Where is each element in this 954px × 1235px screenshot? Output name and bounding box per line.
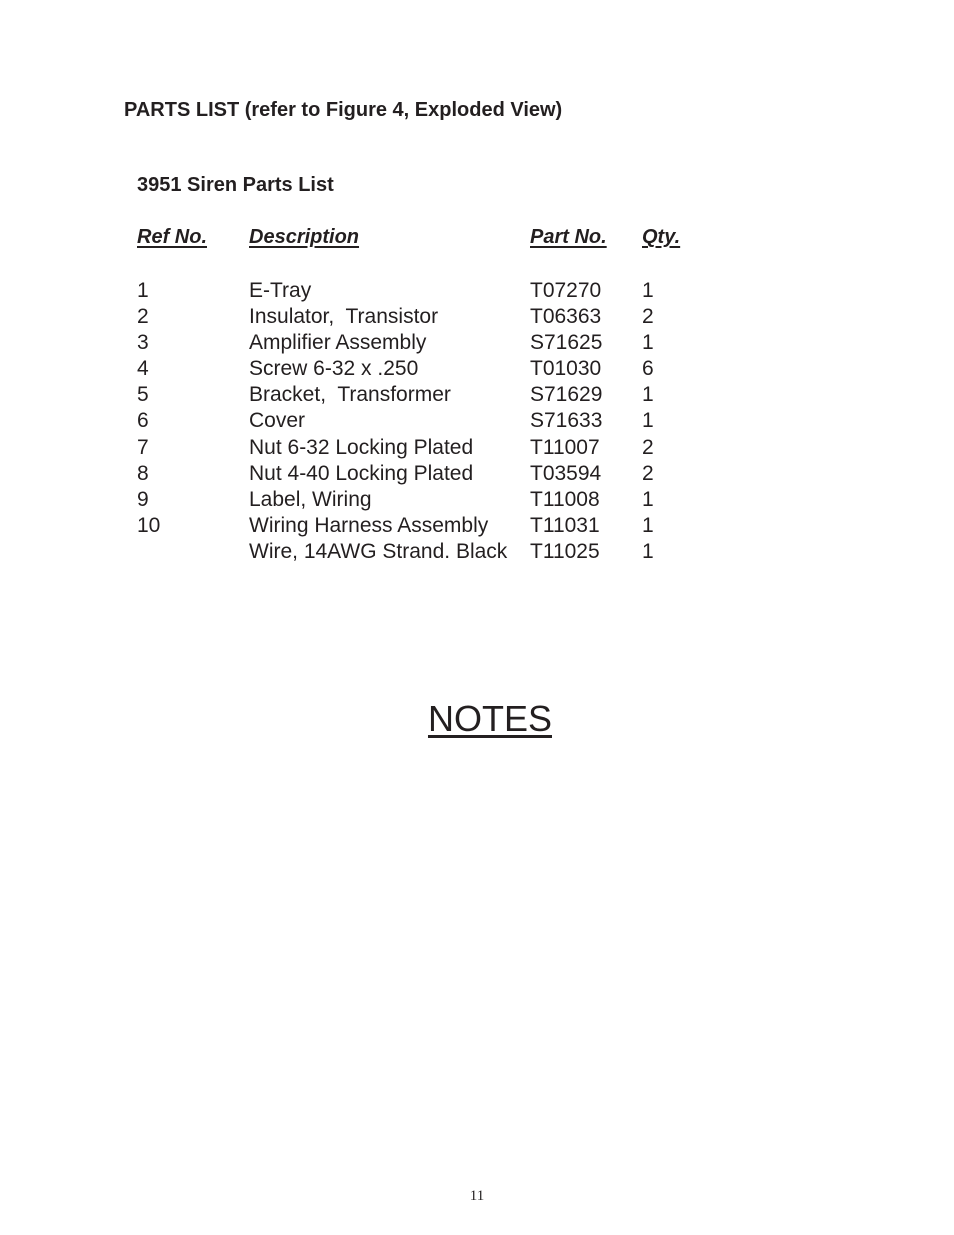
- table-row: [0, 383, 954, 409]
- cell-part-no: T03594: [530, 461, 602, 485]
- cell-description: Amplifier Assembly: [249, 331, 427, 355]
- cell-part-no: T11008: [530, 487, 600, 511]
- column-header-description: Description: [249, 226, 360, 248]
- siren-parts-list-title: 3951 Siren Parts List: [137, 174, 334, 196]
- cell-qty: 1: [642, 513, 654, 537]
- cell-ref-no: 8: [137, 461, 149, 485]
- cell-ref-no: 1: [137, 279, 149, 302]
- cell-description: Wire, 14AWG Strand. Black: [249, 539, 508, 563]
- cell-ref-no: 2: [137, 305, 149, 329]
- cell-description: Cover: [249, 409, 306, 433]
- table-row: [0, 305, 954, 331]
- cell-part-no: T11031: [530, 513, 600, 537]
- cell-description: Bracket, Transformer: [249, 383, 451, 407]
- cell-description: Label, Wiring: [249, 487, 372, 511]
- table-row: [0, 514, 954, 540]
- cell-ref-no: 10: [137, 513, 161, 537]
- cell-part-no: T11025: [530, 539, 600, 563]
- cell-part-no: T11007: [530, 435, 600, 459]
- table-row: [0, 540, 954, 566]
- cell-ref-no: 4: [137, 357, 149, 381]
- cell-part-no: S71625: [530, 331, 603, 355]
- cell-description: Screw 6-32 x .250: [249, 357, 419, 381]
- cell-ref-no: 9: [137, 487, 149, 511]
- cell-part-no: T06363: [530, 305, 602, 329]
- parts-table-body: [0, 279, 954, 566]
- table-row: [0, 357, 954, 383]
- cell-qty: 1: [642, 279, 654, 302]
- cell-qty: 1: [642, 539, 654, 563]
- cell-qty: 1: [642, 331, 654, 355]
- cell-qty: 2: [642, 305, 654, 329]
- notes-title: NOTES: [427, 698, 552, 739]
- table-row: [0, 462, 954, 488]
- cell-qty: 1: [642, 409, 654, 433]
- cell-description: E-Tray: [249, 279, 312, 302]
- cell-description: Wiring Harness Assembly: [249, 513, 489, 537]
- page-number: 11: [469, 1188, 485, 1204]
- cell-description: Nut 4-40 Locking Plated: [249, 461, 474, 485]
- cell-qty: 2: [642, 461, 654, 485]
- column-header-ref-no: Ref No.: [137, 226, 207, 248]
- cell-qty: 2: [642, 435, 654, 459]
- cell-qty: 1: [642, 487, 654, 511]
- cell-description: Insulator, Transistor: [249, 305, 439, 329]
- column-header-qty: Qty.: [642, 226, 681, 248]
- table-row: [0, 279, 954, 305]
- cell-part-no: T01030: [530, 357, 602, 381]
- cell-part-no: S71629: [530, 383, 603, 407]
- cell-part-no: T07270: [530, 279, 602, 302]
- cell-ref-no: 7: [137, 435, 149, 459]
- parts-list-heading: PARTS LIST (refer to Figure 4, Exploded View): [124, 99, 563, 121]
- cell-qty: 6: [642, 357, 654, 381]
- column-header-part-no: Part No.: [530, 226, 607, 248]
- cell-qty: 1: [642, 383, 654, 407]
- cell-ref-no: 3: [137, 331, 149, 355]
- cell-ref-no: 6: [137, 409, 149, 433]
- table-row: [0, 436, 954, 462]
- table-row: [0, 331, 954, 357]
- cell-ref-no: 5: [137, 383, 149, 407]
- parts-table-header: [0, 226, 954, 254]
- cell-description: Nut 6-32 Locking Plated: [249, 435, 474, 459]
- cell-part-no: S71633: [530, 409, 603, 433]
- table-row: [0, 488, 954, 514]
- table-row: [0, 409, 954, 435]
